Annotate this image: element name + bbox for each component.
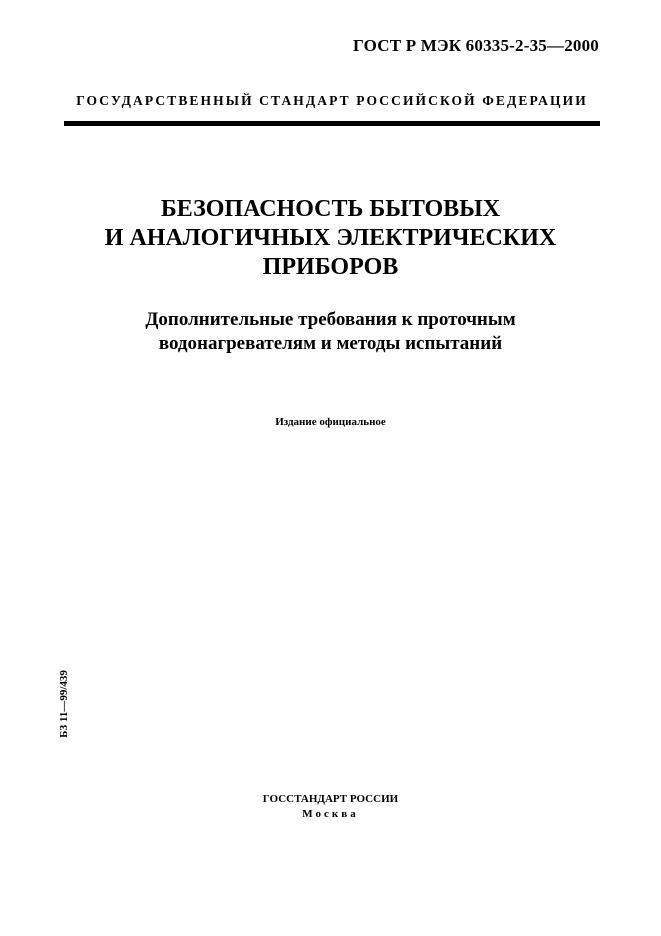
document-subtitle (40, 308, 621, 356)
subtitle-line: Дополнительные требования к проточным (145, 309, 516, 330)
header-divider (64, 121, 600, 126)
edition-note: Издание официальное (275, 416, 386, 428)
publisher-city: Москва (302, 808, 359, 820)
publisher-block (40, 792, 621, 822)
title-line: ПРИБОРОВ (262, 254, 399, 280)
publisher-name: ГОССТАНДАРТ РОССИИ (262, 793, 399, 805)
state-standard-heading: ГОСУДАРСТВЕННЫЙ СТАНДАРТ РОССИЙСКОЙ ФЕДЕРАЦИИ (76, 93, 588, 108)
document-title (40, 195, 621, 282)
title-line: БЕЗОПАСНОСТЬ БЫТОВЫХ (160, 196, 501, 222)
standard-designation: ГОСТ Р МЭК 60335-2-35—2000 (353, 36, 599, 55)
subtitle-line: водонагревателям и методы испытаний (158, 333, 503, 354)
side-code: БЗ 11—99/439 (58, 670, 70, 738)
title-line: И АНАЛОГИЧНЫХ ЭЛЕКТРИЧЕСКИХ (104, 225, 557, 251)
